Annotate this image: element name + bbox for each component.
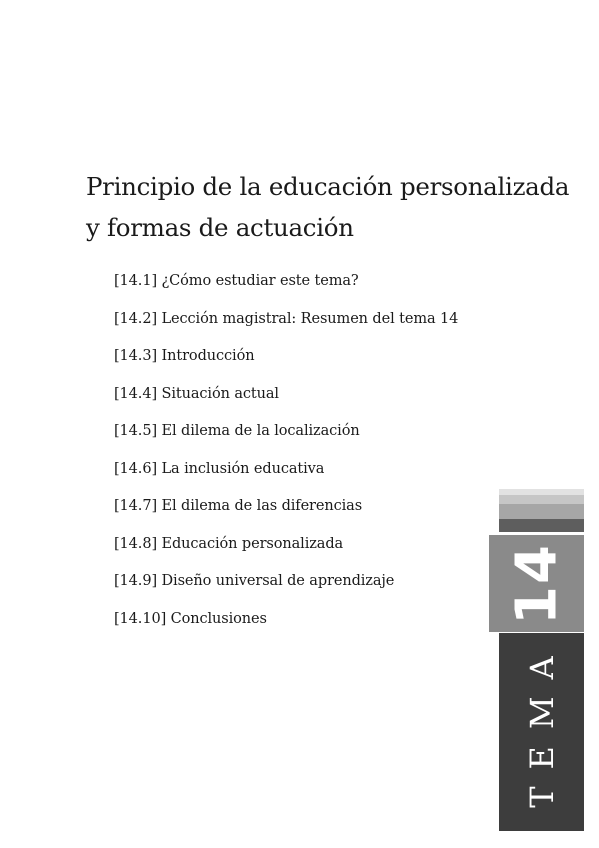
toc-item: [14.4] Situación actual	[114, 385, 279, 402]
toc-item: [14.1] ¿Cómo estudiar este tema?	[114, 273, 359, 289]
tab-stripe	[499, 519, 584, 532]
toc-item: [14.2] Lección magistral: Resumen del tema 14	[114, 310, 459, 327]
tab-stripe	[499, 495, 584, 504]
table-of-contents	[114, 270, 458, 645]
toc-item: [14.8] Educación personalizada	[114, 535, 344, 552]
chapter-number: 14	[504, 542, 569, 625]
page-title: Principio de la educación personalizada y formas de actuación	[86, 172, 570, 242]
chapter-label: TEMA	[522, 639, 561, 808]
toc-item: [14.7] El dilema de las diferencias	[114, 498, 363, 514]
toc-item: [14.6] La inclusión educativa	[114, 460, 325, 477]
toc-item: [14.9] Diseño universal de aprendizaje	[114, 573, 395, 589]
toc-item: [14.10] Conclusiones	[114, 610, 267, 627]
tab-stripe	[499, 504, 584, 519]
chapter-number-box	[489, 535, 584, 632]
toc-item: [14.3] Introducción	[114, 348, 255, 364]
chapter-label-box	[499, 633, 584, 831]
toc-item: [14.5] El dilema de la localización	[114, 423, 360, 439]
